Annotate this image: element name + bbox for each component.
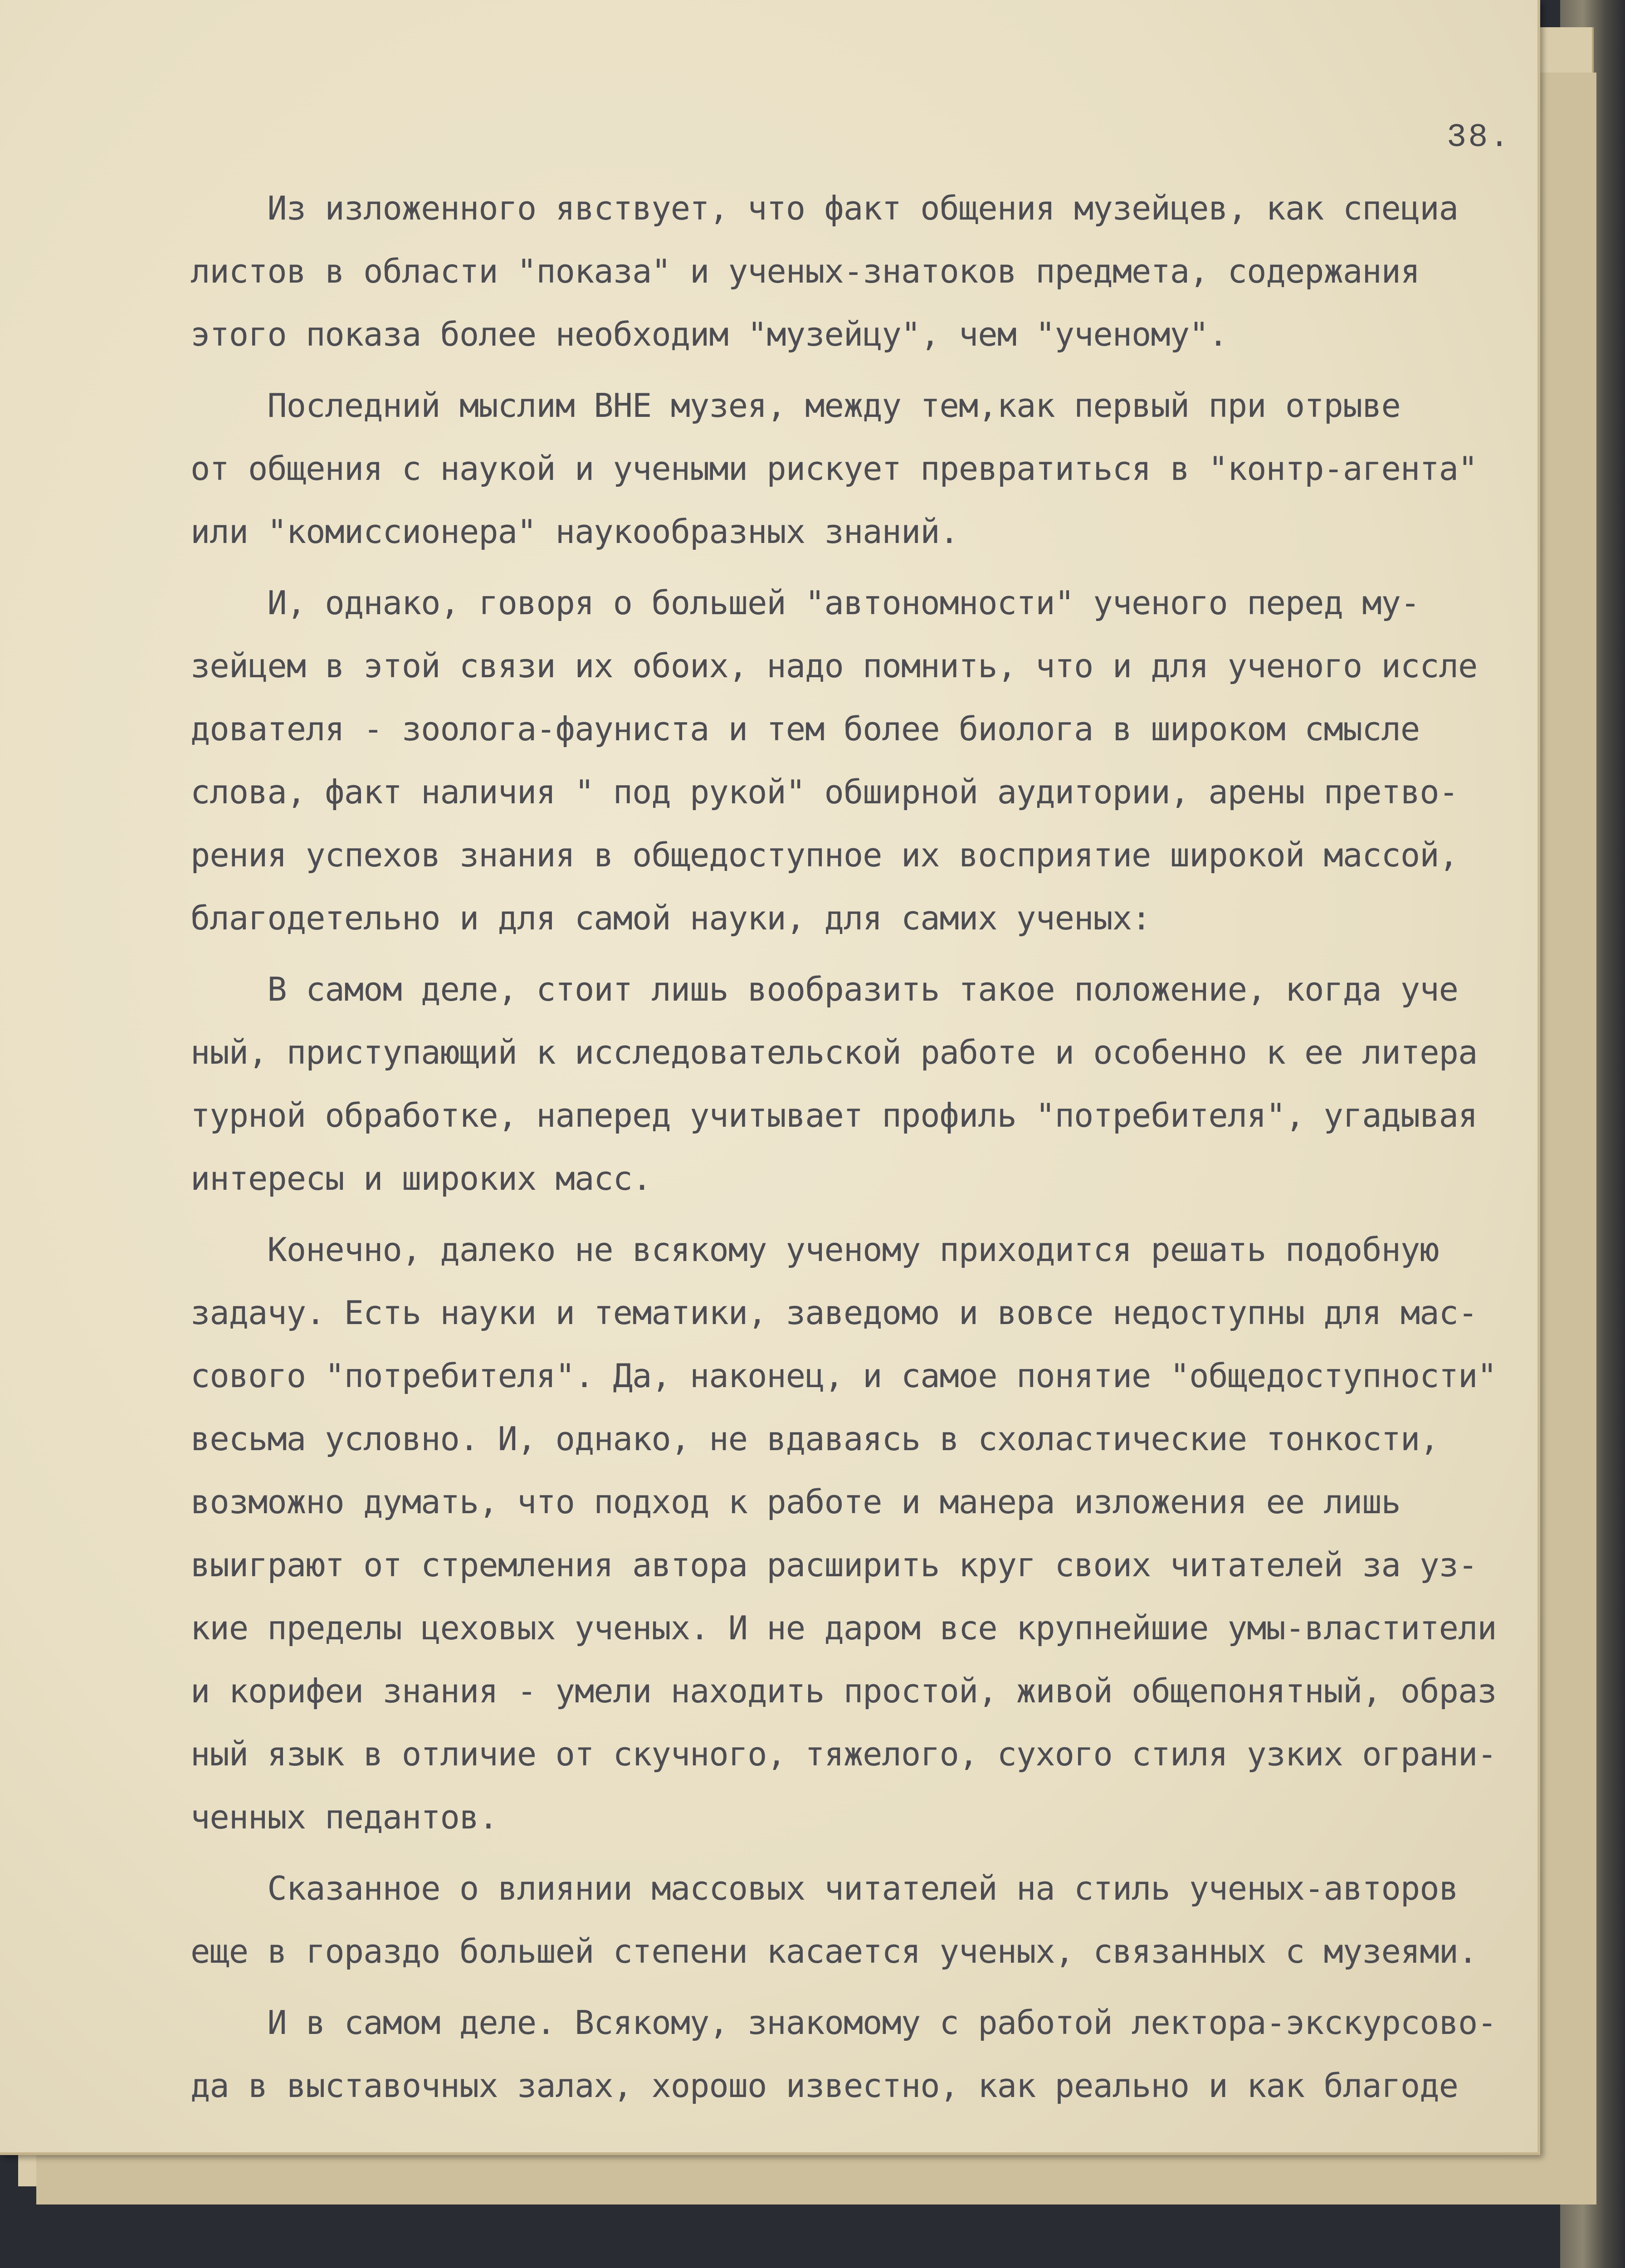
paragraph-4: В самом деле, стоит лишь вообразить такое положение, когда уче ный, приступающий к исследовательской работе и особенно к ее литера турной обработке, наперед учитывает профиль "потребителя", угадывая интересы и широких масс. [190, 970, 1478, 1198]
paragraph-5: Конечно, далеко не всякому ученому приходится решать подобную задачу. Есть науки и тематики, заведомо и вовсе недоступны для мас- сового "потребителя". Да, наконец, и самое понятие "общедоступности" весьма условно. И, однако, не вдаваясь в схоластические тонкости, возможно думать, что подход к работе и манера изложения ее лишь выиграют от стремления автора расширить круг своих читателей за уз- кие пределы цеховых ученых. И не даром все крупнейшие умы-властители и корифеи знания - умели находить простой, живой общепонятный, образ ный язык в отличие от скучного, тяжелого, сухого стиля узких ограни- ченных педантов. [190, 1231, 1497, 1836]
paragraph-2: Последний мыслим ВНЕ музея, между тем,как первый при отрыве от общения с наукой и учеными рискует превратиться в "контр-агента" или "комиссионера" наукообразных знаний. [190, 386, 1478, 551]
paragraph-1: Из изложенного явствует, что факт общения музейцев, как специа листов в области "показа" и ученых-знатоков предмета, содержания этого показа более необходим "музейцу", чем "ученому". [190, 189, 1458, 353]
paragraph-6: Сказанное о влиянии массовых читателей на стиль ученых-авторов еще в гораздо большей степени касается ученых, связанных с музеями. [190, 1869, 1478, 1970]
paragraph-7: И в самом деле. Всякому, знакомому с работой лектора-экскурсово- да в выставочных залах, хорошо известно, как реально и как благоде [190, 2004, 1497, 2105]
paragraph-3: И, однако, говоря о большей "автономности" ученого перед му- зейцем в этой связи их обоих, надо помнить, что и для ученого иссле дователя - зоолога-фауниста и тем более биолога в широком смысле слова, факт наличия " под рукой" обширной аудитории, арены претво- рения успехов знания в общедоступное их восприятие широкой массой, благодетельно и для самой науки, для самих ученых: [190, 584, 1478, 937]
body-text [190, 177, 1542, 2117]
page-number: 38. [1447, 119, 1511, 156]
